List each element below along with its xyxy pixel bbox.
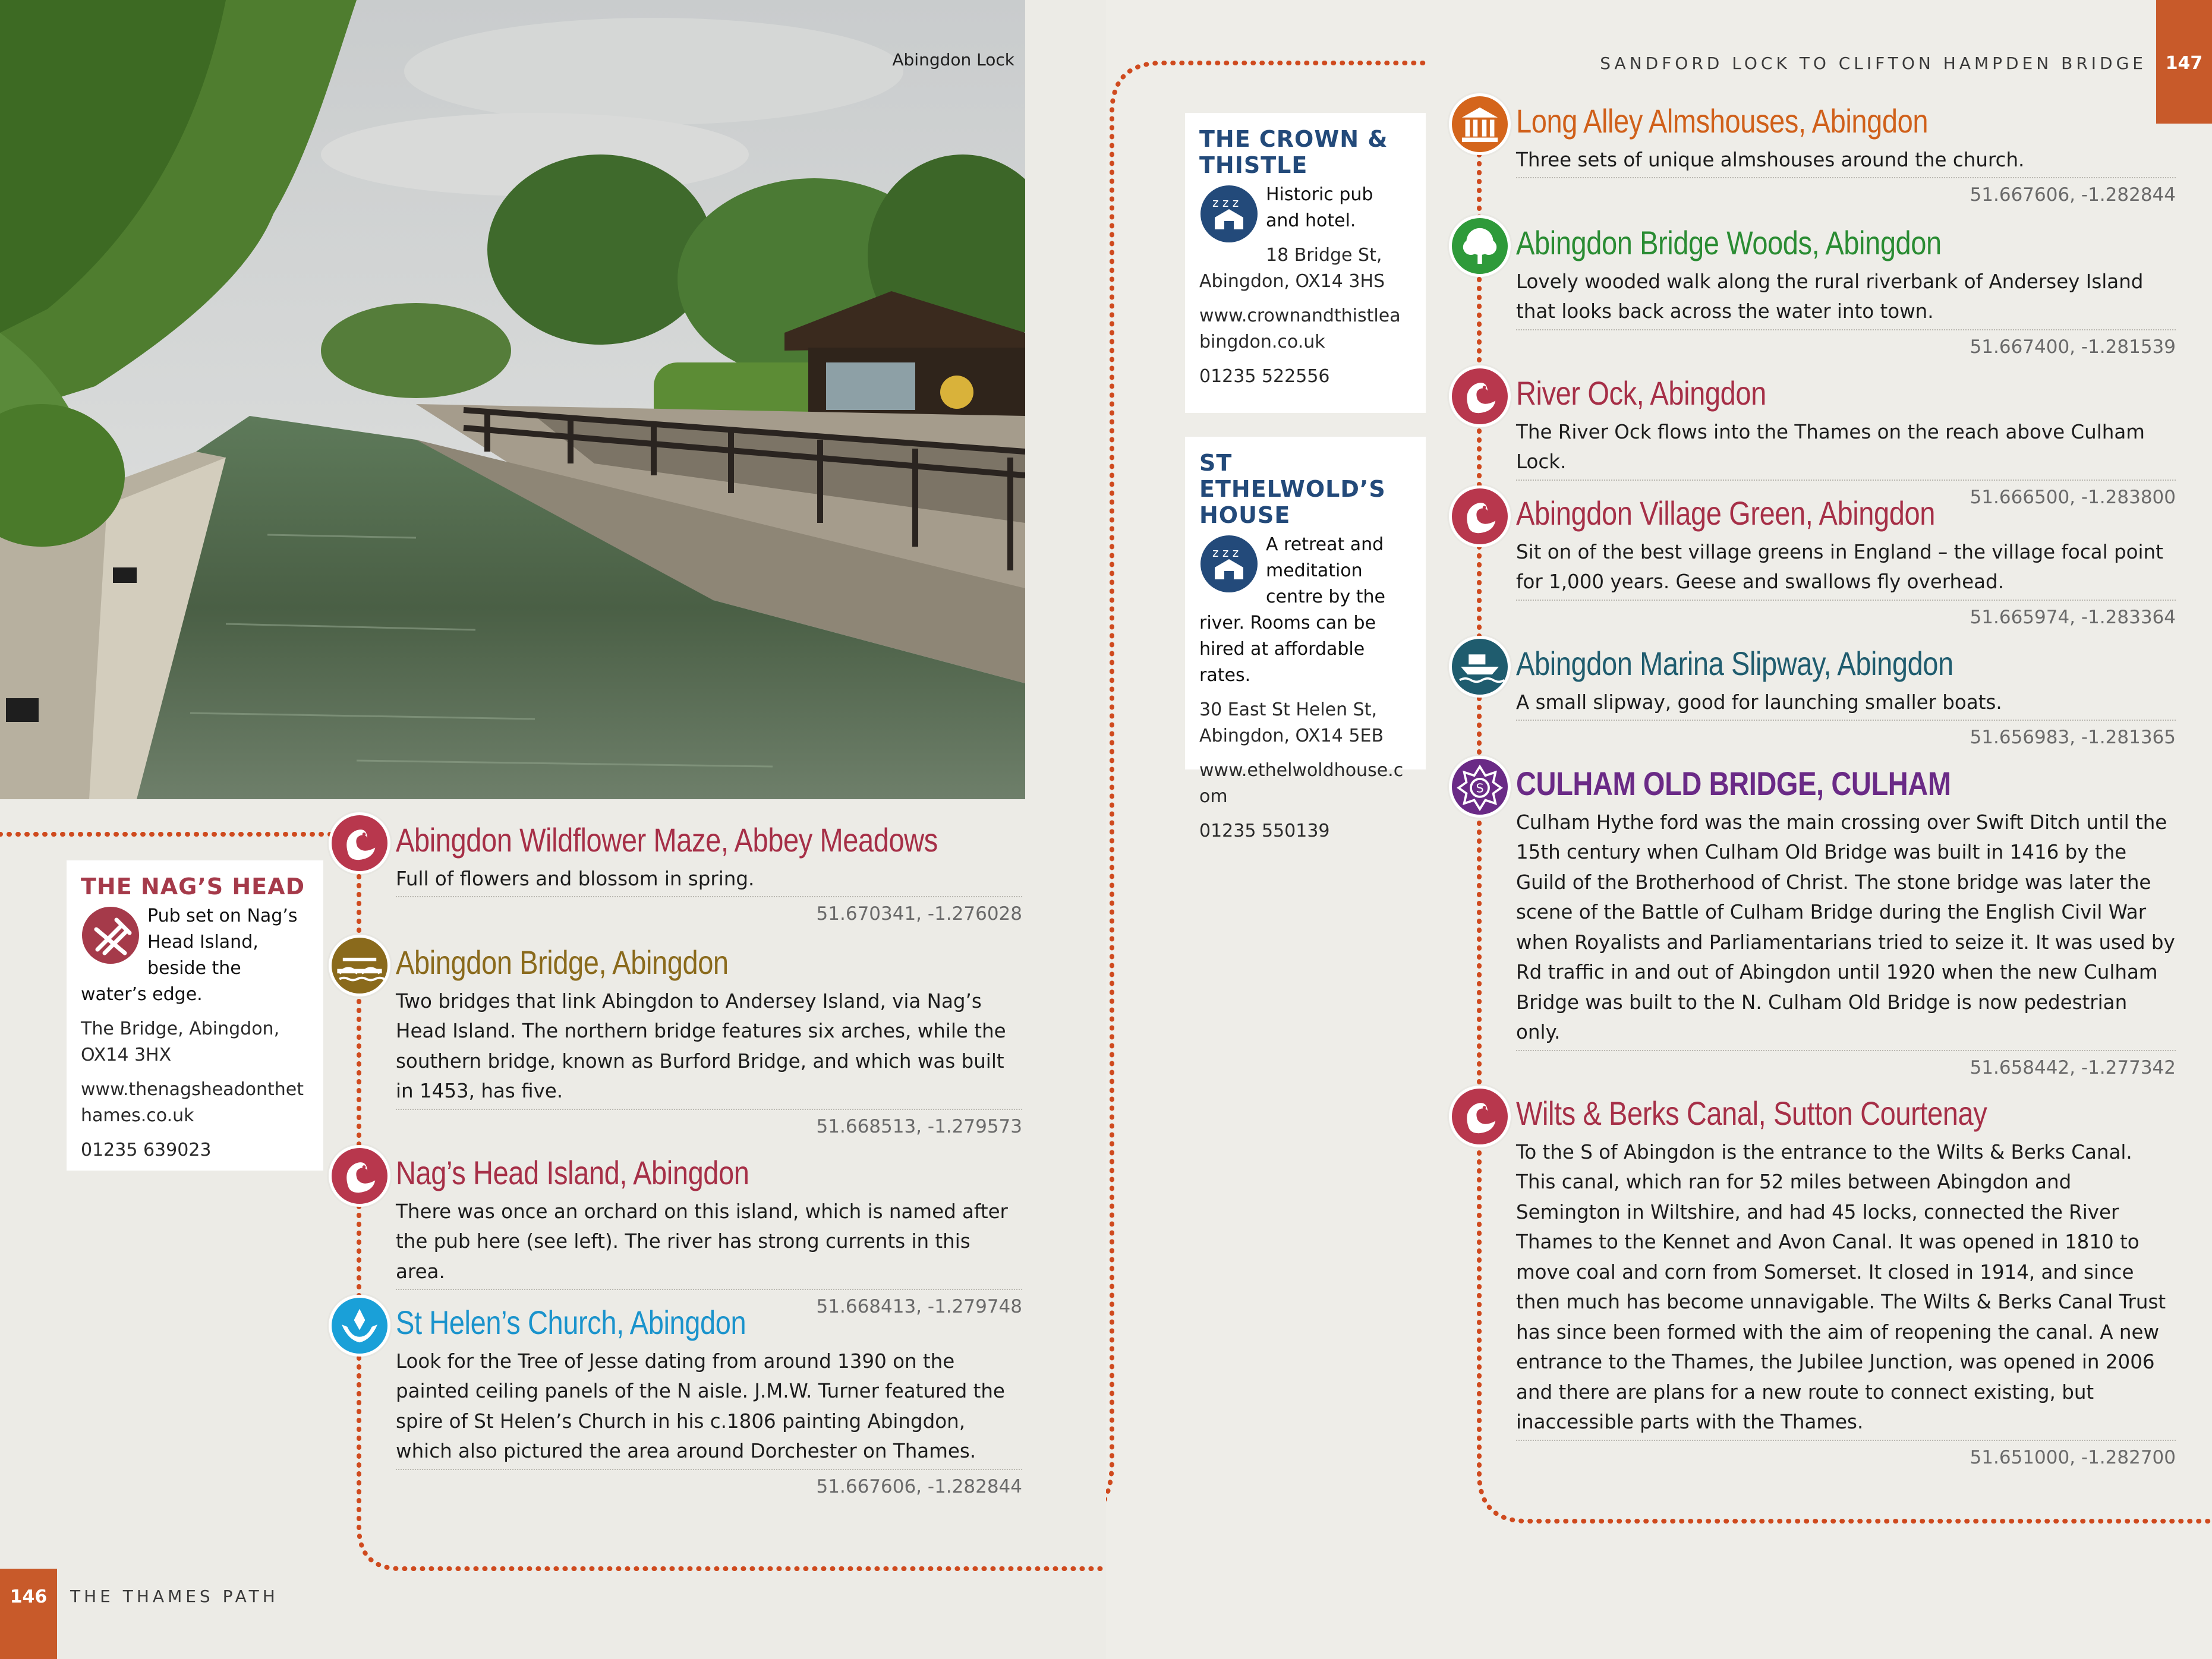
entry-title: Nag’s Head Island, Abingdon bbox=[396, 1154, 749, 1191]
entry-coordinates: 51.656983, -1.281365 bbox=[1516, 720, 2176, 748]
entry-coordinates: 51.667400, -1.281539 bbox=[1516, 329, 2176, 358]
infobox-title: ST ETHELWOLD’S HOUSE bbox=[1199, 450, 1386, 528]
svg-text:S: S bbox=[1476, 781, 1484, 796]
entry-title: St Helen’s Church, Abingdon bbox=[396, 1304, 746, 1341]
entry-title: Long Alley Almshouses, Abingdon bbox=[1516, 102, 1929, 140]
entry-title: CULHAM OLD BRIDGE, CULHAM bbox=[1516, 765, 1951, 802]
infobox-crown-and-thistle bbox=[1185, 113, 1426, 413]
entry-coordinates: 51.665974, -1.283364 bbox=[1516, 600, 2176, 628]
swan-icon bbox=[1449, 1086, 1511, 1147]
entry-abingdon-marina-slipway bbox=[1516, 646, 2176, 748]
entry-river-ock bbox=[1516, 376, 2176, 508]
infobox-phone: 01235 639023 bbox=[81, 1140, 212, 1160]
entry-coordinates: 51.666500, -1.283800 bbox=[1516, 480, 2176, 508]
entry-nags-head-island bbox=[396, 1156, 1022, 1317]
page-number: 146 bbox=[10, 1587, 48, 1607]
entry-coordinates: 51.670341, -1.276028 bbox=[396, 896, 1022, 925]
swan-icon bbox=[329, 1145, 390, 1207]
entry-abingdon-village-green bbox=[1516, 496, 2176, 628]
infobox-phone: 01235 522556 bbox=[1199, 366, 1330, 387]
entry-coordinates: 51.667606, -1.282844 bbox=[1516, 177, 2176, 206]
entry-text: Three sets of unique almshouses around the church. bbox=[1516, 148, 2025, 171]
page-number-tab bbox=[0, 1569, 57, 1659]
infobox-address: The Bridge, Abingdon, OX14 3HX bbox=[81, 1018, 280, 1065]
infobox-website-link[interactable]: www.ethelwoldhouse.com bbox=[1199, 760, 1404, 807]
entry-text: Two bridges that link Abingdon to Andersey Island, via Nag’s Head Island. The northern bridge features six arches, while the southern bridge, known as Burford Bridge, and which was built in 1453, has five. bbox=[396, 989, 1006, 1103]
pub-cutlery-icon bbox=[81, 906, 140, 965]
infobox-title: THE CROWN & THISTLE bbox=[1199, 126, 1388, 178]
swan-icon bbox=[1449, 365, 1511, 427]
tree-icon bbox=[1449, 215, 1511, 277]
entry-wildflower-maze bbox=[396, 823, 1022, 925]
columns-building-icon bbox=[1449, 93, 1511, 155]
infobox-desc: Pub set on Nag’s Head Island, beside the water’s edge. bbox=[81, 906, 298, 1005]
entry-text: The River Ock flows into the Thames on the reach above Culham Lock. bbox=[1516, 420, 2145, 474]
entry-text: Sit on of the best village greens in England – the village focal point for 1,000 years. Geese and swallows fly overhead. bbox=[1516, 540, 2163, 594]
svg-text:z z z: z z z bbox=[1212, 195, 1239, 210]
entry-abingdon-bridge-woods bbox=[1516, 226, 2176, 358]
entry-coordinates: 51.651000, -1.282700 bbox=[1516, 1440, 2176, 1468]
infobox-desc: A retreat and meditation centre by the river. Rooms can be hired at affordable rates. bbox=[1199, 534, 1385, 686]
bridge-icon bbox=[329, 935, 390, 996]
entry-wilts-berks-canal bbox=[1516, 1096, 2176, 1468]
star-s-icon bbox=[1449, 756, 1511, 818]
page-number: 147 bbox=[2165, 53, 2203, 74]
infobox-address: 18 Bridge St, Abingdon, OX14 3HS bbox=[1199, 245, 1385, 292]
entry-text: Lovely wooded walk along the rural riverbank of Andersey Island that looks back across the water into town. bbox=[1516, 270, 2144, 323]
infobox-nags-head bbox=[67, 860, 323, 1171]
church-hands-icon bbox=[329, 1295, 390, 1357]
running-foot: THE THAMES PATH bbox=[70, 1587, 279, 1606]
entry-text: There was once an orchard on this island, which is named after the pub here (see left). The river has strong currents in this area. bbox=[396, 1200, 1008, 1283]
entry-text: Look for the Tree of Jesse dating from around 1390 on the painted ceiling panels of the N aisle. J.M.W. Turner featured the spire of St Helen’s Church in his c.1806 painting Abingdon, which also pictured the area around Dorchester on Thames. bbox=[396, 1349, 1005, 1463]
swan-icon bbox=[329, 812, 390, 874]
entry-st-helens-church bbox=[396, 1305, 1022, 1497]
bed-sleep-icon bbox=[1199, 534, 1259, 594]
infobox-desc: Historic pub and hotel. bbox=[1266, 184, 1373, 231]
entry-title: Abingdon Bridge, Abingdon bbox=[396, 944, 729, 981]
entry-culham-old-bridge bbox=[1476, 765, 2176, 1078]
infobox-title: THE NAG’S HEAD bbox=[81, 873, 305, 900]
entry-text: Culham Hythe ford was the main crossing over Swift Ditch until the 15th century when Culham Old Bridge was built in 1416 by the Guild of the Brotherhood of Christ. The stone bridge was later the scene of the Battle of Culham Bridge during the English Civil War when Royalists and Parliamentarians tried to seize it. It was used by Rd traffic in and out of Abingdon until 1920 when the new Culham Bridge was built to the N. Culham Old Bridge is now pedestrian only. bbox=[1516, 810, 2175, 1044]
entry-title: Abingdon Wildflower Maze, Abbey Meadows bbox=[396, 821, 938, 859]
entry-text: A small slipway, good for launching smaller boats. bbox=[1516, 690, 2002, 714]
entry-coordinates: 51.668513, -1.279573 bbox=[396, 1109, 1022, 1137]
abingdon-lock-photo bbox=[0, 0, 1025, 799]
entry-title: Abingdon Village Green, Abingdon bbox=[1516, 494, 1935, 532]
swan-icon bbox=[1449, 485, 1511, 547]
entry-title: Abingdon Marina Slipway, Abingdon bbox=[1516, 645, 1953, 682]
running-head: SANDFORD LOCK TO CLIFTON HAMPDEN BRIDGE bbox=[1600, 53, 2147, 73]
entry-coordinates: 51.667606, -1.282844 bbox=[396, 1469, 1022, 1497]
entry-title: Abingdon Bridge Woods, Abingdon bbox=[1516, 224, 1942, 261]
infobox-website-link[interactable]: www.crownandthistleabingdon.co.uk bbox=[1199, 305, 1401, 352]
infobox-address: 30 East St Helen St, Abingdon, OX14 5EB bbox=[1199, 699, 1384, 746]
entry-title: River Ock, Abingdon bbox=[1516, 374, 1766, 412]
right-page bbox=[1106, 0, 2212, 1659]
bed-sleep-icon bbox=[1199, 184, 1259, 244]
entry-text: To the S of Abingdon is the entrance to the Wilts & Berks Canal. This canal, which ran for 52 miles between Abingdon and Semington in Wiltshire, and had 45 locks, connected the River Thames to the Kennet and Avon Canal. It was opened in 1810 to move coal and corn from Somerset. It closed in 1914, and since then much has become unnavigable. The Wilts & Berks Canal Trust has since been formed with the aim of reopening the canal. A new entrance to the Thames, the Jubilee Junction, was opened in 2006 and there are plans for a new route to connect existing, but inaccessible parts with the Thames. bbox=[1516, 1140, 2166, 1434]
entry-text: Full of flowers and blossom in spring. bbox=[396, 867, 755, 890]
infobox-phone: 01235 550139 bbox=[1199, 821, 1330, 841]
entry-coordinates: 51.668413, -1.279748 bbox=[396, 1289, 1022, 1317]
entry-title: Wilts & Berks Canal, Sutton Courtenay bbox=[1516, 1095, 1987, 1132]
infobox-st-ethelwolds-house bbox=[1185, 437, 1426, 841]
entry-long-alley-almshouses bbox=[1516, 104, 2176, 206]
entry-coordinates: 51.658442, -1.277342 bbox=[1516, 1050, 2176, 1078]
entry-abingdon-bridge bbox=[396, 945, 1022, 1137]
boat-slipway-icon bbox=[1449, 636, 1511, 698]
photo-caption: Abingdon Lock bbox=[892, 50, 1014, 70]
svg-text:z z z: z z z bbox=[1212, 545, 1239, 560]
infobox-website-link[interactable]: www.thenagsheadonthethames.co.uk bbox=[81, 1079, 304, 1126]
